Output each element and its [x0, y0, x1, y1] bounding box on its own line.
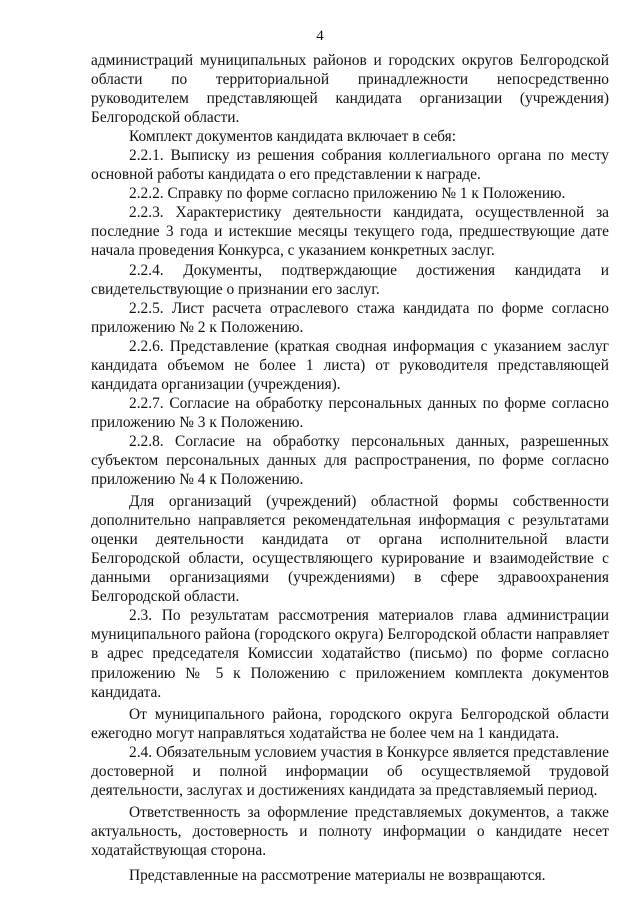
paragraph-materials-not-returned: Представленные на рассмотрение материалы не возвращаются. [129, 866, 546, 884]
paragraph-regional-organizations: Для организаций (учреждений) областной формы собственности дополнительно направляется рекомендательная информация с результатами оценки деятельности кандидата от органа исполнительной власти Белгородской области, осуществляющего курирование и взаимодействие с данными организациями (учреждениями) в сфере здравоохранения Белгородской области. [91, 493, 609, 606]
paragraph-2-2-1: 2.2.1. Выписку из решения собрания коллегиального органа по месту основной работы кандидата о его представлении к награде. [91, 147, 609, 184]
paragraph-2-2-7: 2.2.7. Согласие на обработку персональных данных по форме согласно приложению № 3 к Положению. [91, 394, 609, 431]
paragraph-continuation: администраций муниципальных районов и городских округов Белгородской области по территориальной принадлежности непосредственно руководителем представляющей кандидата организации (учреждения) Белгородской области. [91, 52, 609, 127]
paragraph-2-2-4: 2.2.4. Документы, подтверждающие достижения кандидата и свидетельствующие о признании его заслуг. [91, 261, 609, 298]
paragraph-responsibility: Ответственность за оформление представляемых документов, а также актуальность, достоверность и полноту информации о кандидате несет ходатайствующая сторона. [91, 803, 609, 859]
paragraph-2-4: 2.4. Обязательным условием участия в Конкурсе является представление достоверной и полной информации об осуществляемой трудовой деятельности, заслугах и достижениях кандидата за представляемый период. [91, 743, 609, 799]
document-body [91, 51, 609, 885]
paragraph-2-3: 2.3. По результатам рассмотрения материалов глава администрации муниципального района (городского округа) Белгородской области направляет в адрес председателя Комиссии ходатайство (письмо) по форме согласно приложению № 5 к Положению с приложением комплекта документов кандидата. [91, 607, 609, 701]
paragraph-2-2-2: 2.2.2. Справку по форме согласно приложению № 1 к Положению. [129, 185, 566, 203]
page-number: 4 [316, 28, 324, 44]
paragraph-petition-limit: От муниципального района, городского округа Белгородской области ежегодно могут направляться ходатайства не более чем на 1 кандидата. [91, 705, 609, 742]
paragraph-2-2-8: 2.2.8. Согласие на обработку персональных данных, разрешенных субъектом персональных данных для распространения, по форме согласно приложению № 4 к Положению. [91, 432, 609, 489]
paragraph-2-2-5: 2.2.5. Лист расчета отраслевого стажа кандидата по форме согласно приложению № 2 к Положению. [91, 299, 609, 336]
paragraph-document-set: Комплект документов кандидата включает в себя: [129, 128, 456, 146]
paragraph-2-2-6: 2.2.6. Представление (краткая сводная информация с указанием заслуг кандидата объемом не более 1 листа) от руководителя представляющей кандидата организации (учреждения). [91, 337, 609, 393]
paragraph-2-2-3: 2.2.3. Характеристику деятельности кандидата, осуществленной за последние 3 года и истекшие месяцы текущего года, предшествующие дате начала проведения Конкурса, с указанием конкретных заслуг. [91, 204, 609, 260]
